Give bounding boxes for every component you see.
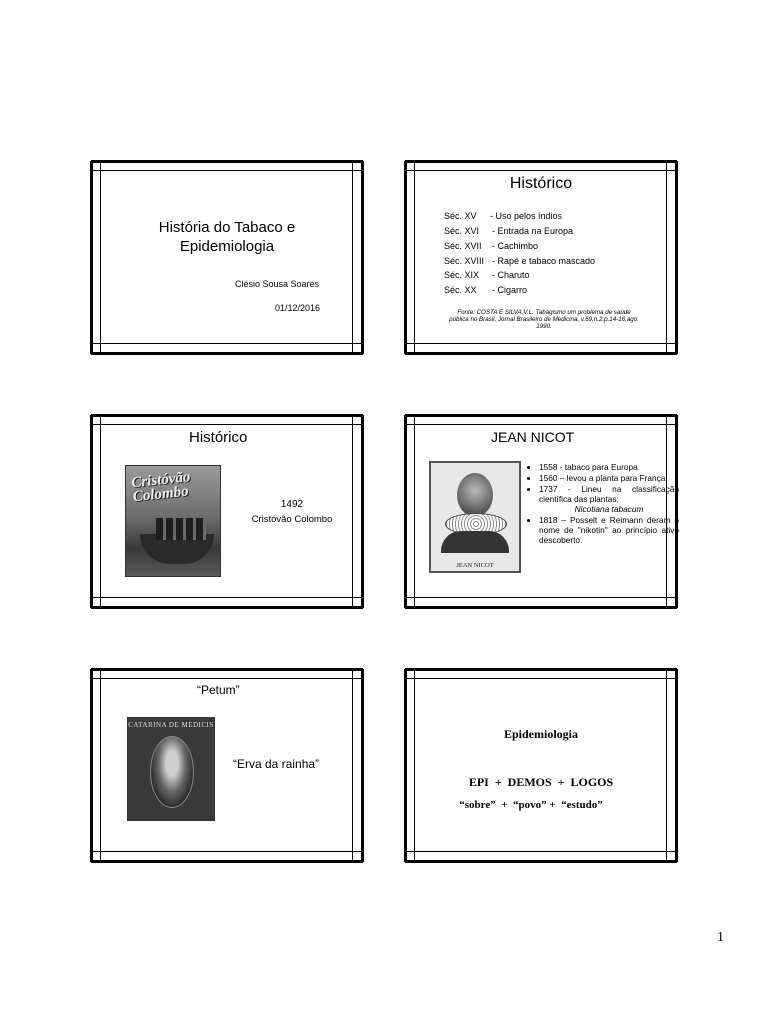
species-name: Nicotiana tabacum xyxy=(574,504,644,514)
portrait-caption: JEAN NICOT xyxy=(456,562,494,569)
slide-historico-timeline xyxy=(406,162,676,353)
event: - Uso pelos índios xyxy=(490,211,563,221)
etymology-meaning: “sobre” + “povo” + “estudo” xyxy=(459,799,603,811)
slide-frame-bottom xyxy=(91,343,363,355)
catarina-poster-image xyxy=(127,717,215,821)
timeline-row xyxy=(444,241,538,251)
slide-frame-top xyxy=(91,668,363,679)
slide-frame-right xyxy=(666,669,678,862)
slide-frame-bottom xyxy=(405,851,677,863)
slide-petum xyxy=(92,670,362,861)
event: - Entrada na Europa xyxy=(492,226,574,236)
event: - Rapé e tabaco mascado xyxy=(492,256,596,266)
slide-frame-bottom xyxy=(405,597,677,609)
slide-frame-left xyxy=(404,669,415,862)
crew-silhouettes xyxy=(156,518,206,540)
timeline-row xyxy=(444,256,595,266)
slide-frame-left xyxy=(90,161,101,354)
slide-title: Epidemiologia xyxy=(503,727,578,741)
century: Séc. XIX xyxy=(444,270,480,280)
portrait-head xyxy=(457,473,493,517)
slide-title xyxy=(92,162,362,353)
slide-title: JEAN NICOT xyxy=(491,429,575,445)
slide-frame-left xyxy=(404,415,415,608)
nicot-facts-list xyxy=(527,462,679,546)
century: Séc. XVII xyxy=(444,241,482,251)
list-item xyxy=(539,484,679,514)
slide-frame-top xyxy=(405,160,677,171)
colombo-poster-image xyxy=(125,465,221,577)
slide-title: Histórico xyxy=(189,429,248,446)
slide-frame-bottom xyxy=(91,597,363,609)
date: 01/12/2016 xyxy=(275,303,321,313)
etymology-formula: EPI + DEMOS + LOGOS xyxy=(468,775,614,789)
source-line-2: pública no Brasil, Jornal Brasileiro de Medicina, v.69,n.2,p.14-16,ago. xyxy=(449,316,639,323)
author: Clésio Sousa Soares xyxy=(235,279,320,289)
quote-erva-da-rainha: “Erva da rainha” xyxy=(233,757,320,771)
list-item: • 1560 – levou a planta para França xyxy=(539,473,679,483)
timeline-row xyxy=(444,211,562,221)
slide-frame-top xyxy=(91,414,363,425)
page-number: 1 xyxy=(717,930,724,945)
timeline-row xyxy=(444,226,573,236)
slide-epidemiologia xyxy=(406,670,676,861)
list-item: • 1818 – Posselt e Reimann deram o nome de "nikotin" ao princípio ativo descoberto. xyxy=(539,515,679,545)
slide-frame-right xyxy=(352,669,364,862)
slide-frame-right xyxy=(352,161,364,354)
poster-title: CATARINA DE MEDICIS xyxy=(128,721,214,729)
presentation-title xyxy=(113,218,341,256)
bullet-text: 1737 - Lineu na classificação científica das plantas: xyxy=(539,484,679,504)
slide-title: Histórico xyxy=(509,175,573,192)
year: 1492 xyxy=(280,499,304,510)
nicot-portrait-image xyxy=(429,461,521,573)
century: Séc. XX xyxy=(444,285,477,295)
title-line-2: Epidemiologia xyxy=(179,238,275,255)
source-line-3: 1990. xyxy=(536,323,552,330)
quote-petum: “Petum” xyxy=(197,683,240,697)
slide-frame-right xyxy=(352,415,364,608)
slide-frame-top xyxy=(405,668,677,679)
slide-frame-bottom xyxy=(405,343,677,355)
slide-frame-top xyxy=(91,160,363,171)
slide-frame-top xyxy=(405,414,677,425)
event: - Charuto xyxy=(492,270,530,280)
slide-jean-nicot xyxy=(406,416,679,607)
list-item: • 1558 - tabaco para Europa xyxy=(539,462,679,472)
source-line-1: Fonte: COSTA E SILVA,V.L. Tabagismo um problema de saúde xyxy=(457,309,631,316)
portrait-oval xyxy=(150,736,194,808)
poster-title: Cristóvão Colombo xyxy=(130,469,192,506)
slide-frame-left xyxy=(90,669,101,862)
source-citation xyxy=(427,309,661,330)
slide-historico-colombo xyxy=(92,416,362,607)
explorer-name: Cristóvão Colombo xyxy=(251,514,333,525)
century: Séc. XV xyxy=(444,211,477,221)
title-line-1: História do Tabaco e xyxy=(158,219,296,236)
timeline-row xyxy=(444,285,527,295)
event: - Cachimbo xyxy=(492,241,539,251)
century: Séc. XVIII xyxy=(444,256,485,266)
slide-frame-left xyxy=(90,415,101,608)
portrait-body xyxy=(441,531,509,553)
slide-frame-bottom xyxy=(91,851,363,863)
century: Séc. XVI xyxy=(444,226,480,236)
timeline-row xyxy=(444,270,530,280)
event: - Cigarro xyxy=(492,285,528,295)
